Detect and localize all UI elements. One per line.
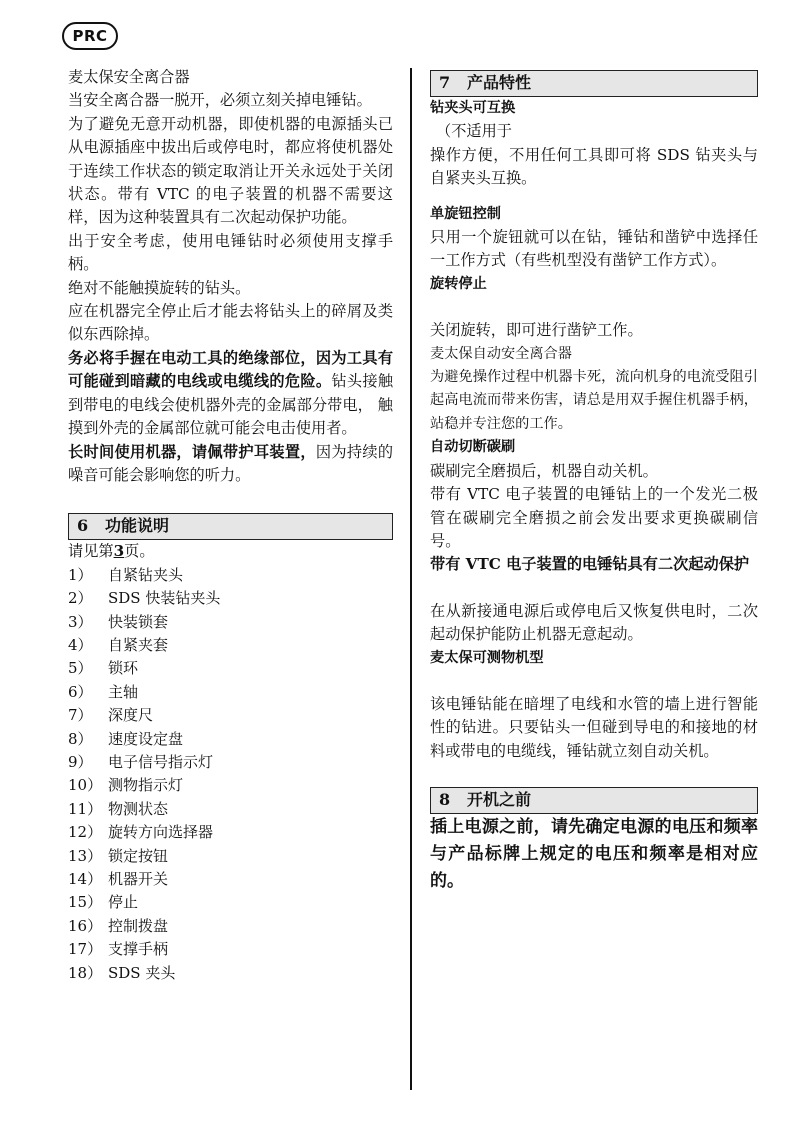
parts-list-label: 自紧钻夹头 bbox=[108, 565, 184, 584]
section-8-number: 8 bbox=[439, 790, 451, 810]
parts-list-item bbox=[68, 891, 393, 914]
parts-list-item bbox=[68, 798, 393, 821]
parts-list-item bbox=[68, 634, 393, 657]
parts-list-label: 测物指示灯 bbox=[108, 776, 184, 795]
page-reference bbox=[68, 540, 393, 563]
parts-list-label: 自紧夹套 bbox=[108, 635, 169, 654]
parts-list-item bbox=[68, 938, 393, 961]
parts-list-item bbox=[68, 774, 393, 797]
section-7-number: 7 bbox=[439, 73, 451, 92]
chuck-heading: 钻夹头可互换 bbox=[430, 100, 516, 116]
brush-heading: 自动切断碳刷 bbox=[430, 439, 516, 456]
restart-protection-paragraph: 在从新接通电源后或停电后又恢复供电时，二次起动保护能防止机器无意起动。 bbox=[430, 601, 758, 644]
parts-list-item bbox=[68, 704, 393, 727]
section-7-title: 产品特性 bbox=[467, 73, 532, 92]
section-6-header bbox=[68, 513, 393, 540]
parts-list bbox=[68, 564, 393, 985]
handle-paragraph: 出于安全考虑，使用电锤钻时必须使用支撑手柄。 bbox=[68, 231, 393, 274]
parts-list-label: 深度尺 bbox=[108, 706, 154, 725]
parts-list-number: 12） bbox=[68, 823, 103, 842]
auto-clutch-paragraph: 为避免操作过程中机器卡死，流向机身的电流受阻引起高电流而带来伤害，请总是用双手握住机器手柄，站稳并专注您的工作。 bbox=[430, 369, 758, 432]
parts-list-number: 16） bbox=[68, 916, 103, 935]
section-6-title: 功能说明 bbox=[105, 516, 170, 536]
auto-clutch-heading: 麦太保自动安全离合器 bbox=[430, 345, 572, 362]
insulation-warning-bold: 务必将手握在电动工具的绝缘部位，因为工具有可能碰到暗藏的电线或电缆线的危险。 bbox=[68, 348, 393, 391]
knob-heading: 单旋钮控制 bbox=[430, 205, 501, 222]
parts-list-number: 3） bbox=[68, 612, 93, 631]
parts-list-label: 机器开关 bbox=[108, 870, 169, 888]
page-reference-prefix: 请见第 bbox=[68, 542, 114, 561]
stop-paragraph: 关闭旋转，即可进行凿铲工作。 bbox=[430, 321, 643, 340]
parts-list-number: 15） bbox=[68, 893, 103, 912]
debris-paragraph: 应在机器完全停止后才能去将钻头上的碎屑及类似东西除掉。 bbox=[68, 302, 393, 344]
brush-led-paragraph: 带有 VTC 电子装置的电锤钻上的一个发光二极管在碳刷完全磨损之前会发出要求更换碳刷信号。 bbox=[430, 485, 758, 550]
parts-list-label: 支撑手柄 bbox=[108, 940, 169, 959]
parts-list-item bbox=[68, 915, 393, 938]
restart-protection-heading: 带有 VTC 电子装置的电锤钻具有二次起动保护 bbox=[430, 555, 750, 574]
section-7-header bbox=[430, 70, 758, 97]
parts-list-number: 8） bbox=[68, 729, 93, 748]
parts-list-number: 11） bbox=[68, 799, 103, 818]
parts-list-item bbox=[68, 564, 393, 587]
left-column bbox=[68, 66, 393, 985]
parts-list-label: SDS 夹头 bbox=[108, 963, 176, 982]
detect-heading: 麦太保可测物机型 bbox=[430, 649, 544, 666]
parts-list-number: 9） bbox=[68, 752, 93, 771]
parts-list-item bbox=[68, 681, 393, 704]
parts-list-label: 电子信号指示灯 bbox=[108, 752, 214, 771]
insulation-warning bbox=[68, 347, 393, 441]
parts-list-number: 14） bbox=[68, 870, 103, 888]
parts-list-number: 17） bbox=[68, 940, 103, 959]
region-badge: PRC bbox=[62, 22, 118, 50]
parts-list-item bbox=[68, 868, 393, 891]
parts-list-number: 18） bbox=[68, 963, 103, 982]
parts-list-item bbox=[68, 611, 393, 634]
right-column bbox=[430, 70, 758, 895]
insulation-warning-rest: 钻头接触到带电的电线会使机器外壳的金属部分带电， 触摸到外壳的金属部位就可能会电击使用者。 bbox=[68, 372, 394, 438]
parts-list-number: 2） bbox=[68, 589, 93, 608]
parts-list-number: 1） bbox=[68, 565, 93, 584]
parts-list-item bbox=[68, 751, 393, 774]
hearing-warning-rest: 因为持续的噪音可能会影响您的听力。 bbox=[68, 442, 394, 484]
parts-list-label: 锁定按钮 bbox=[108, 846, 169, 865]
page-reference-suffix: 页。 bbox=[124, 542, 155, 561]
hearing-warning bbox=[68, 441, 393, 488]
parts-list-number: 7） bbox=[68, 706, 93, 725]
parts-list-item bbox=[68, 962, 393, 985]
parts-list-number: 4） bbox=[68, 635, 93, 654]
parts-list-label: 旋转方向选择器 bbox=[108, 823, 214, 842]
stop-heading: 旋转停止 bbox=[430, 275, 487, 292]
knob-paragraph: 只用一个旋钮就可以在钻，锤钻和凿铲中选择任一工作方式（有些机型没有凿铲工作方式）。 bbox=[430, 228, 758, 270]
parts-list-label: 停止 bbox=[108, 893, 139, 912]
parts-list-item bbox=[68, 845, 393, 868]
clutch-heading: 麦太保安全离合器 bbox=[68, 68, 190, 86]
parts-list-item bbox=[68, 728, 393, 751]
chuck-paragraph: 操作方便，不用任何工具即可将 SDS 钻夹头与自紧夹头互换。 bbox=[430, 145, 758, 188]
lock-paragraph: 为了避免无意开动机器，即使机器的电源插头已从电源插座中拔出后或停电时，都应将使机器处于连续工作状态的锁定取消让开关永远处于关闭状态。带有 VTC 的电子装置的机器不需要这样，因为这种装置具有二次起动保护功能。 bbox=[68, 114, 393, 227]
parts-list-number: 6） bbox=[68, 682, 93, 701]
parts-list-item bbox=[68, 821, 393, 844]
parts-list-label: 控制拨盘 bbox=[108, 916, 169, 935]
section-6-number: 6 bbox=[77, 516, 89, 536]
parts-list-label: 快装锁套 bbox=[108, 612, 169, 631]
hearing-warning-bold: 长时间使用机器，请佩带护耳装置， bbox=[68, 442, 316, 461]
parts-list-label: 锁环 bbox=[108, 659, 139, 678]
chuck-note: （不适用于 bbox=[436, 122, 512, 141]
clutch-paragraph: 当安全离合器一脱开，必须立刻关掉电锤钻。 bbox=[68, 91, 372, 110]
parts-list-label: 主轴 bbox=[108, 682, 139, 701]
parts-list-item bbox=[68, 587, 393, 610]
parts-list-number: 5） bbox=[68, 659, 93, 678]
brush-paragraph: 碳刷完全磨损后，机器自动关机。 bbox=[430, 461, 658, 480]
parts-list-label: 物测状态 bbox=[108, 799, 169, 818]
column-divider bbox=[410, 68, 412, 1090]
page-reference-number: 3 bbox=[113, 542, 125, 561]
section-8-title: 开机之前 bbox=[467, 790, 532, 810]
detect-paragraph: 该电锤钻能在暗埋了电线和水管的墙上进行智能性的钻进。只要钻头一但碰到导电的和接地的材料或带电的电缆线，锤钻就立刻自动关机。 bbox=[430, 694, 758, 760]
parts-list-label: 速度设定盘 bbox=[108, 729, 184, 748]
parts-list-item bbox=[68, 657, 393, 680]
section-8-header bbox=[430, 787, 758, 814]
bit-paragraph: 绝对不能触摸旋转的钻头。 bbox=[68, 278, 251, 297]
parts-list-number: 10） bbox=[68, 776, 103, 795]
parts-list-label: SDS 快装钻夹头 bbox=[108, 589, 221, 608]
parts-list-number: 13） bbox=[68, 846, 103, 865]
before-start-paragraph: 插上电源之前，请先确定电源的电压和频率与产品标牌上规定的电压和频率是相对应的。 bbox=[430, 817, 758, 892]
